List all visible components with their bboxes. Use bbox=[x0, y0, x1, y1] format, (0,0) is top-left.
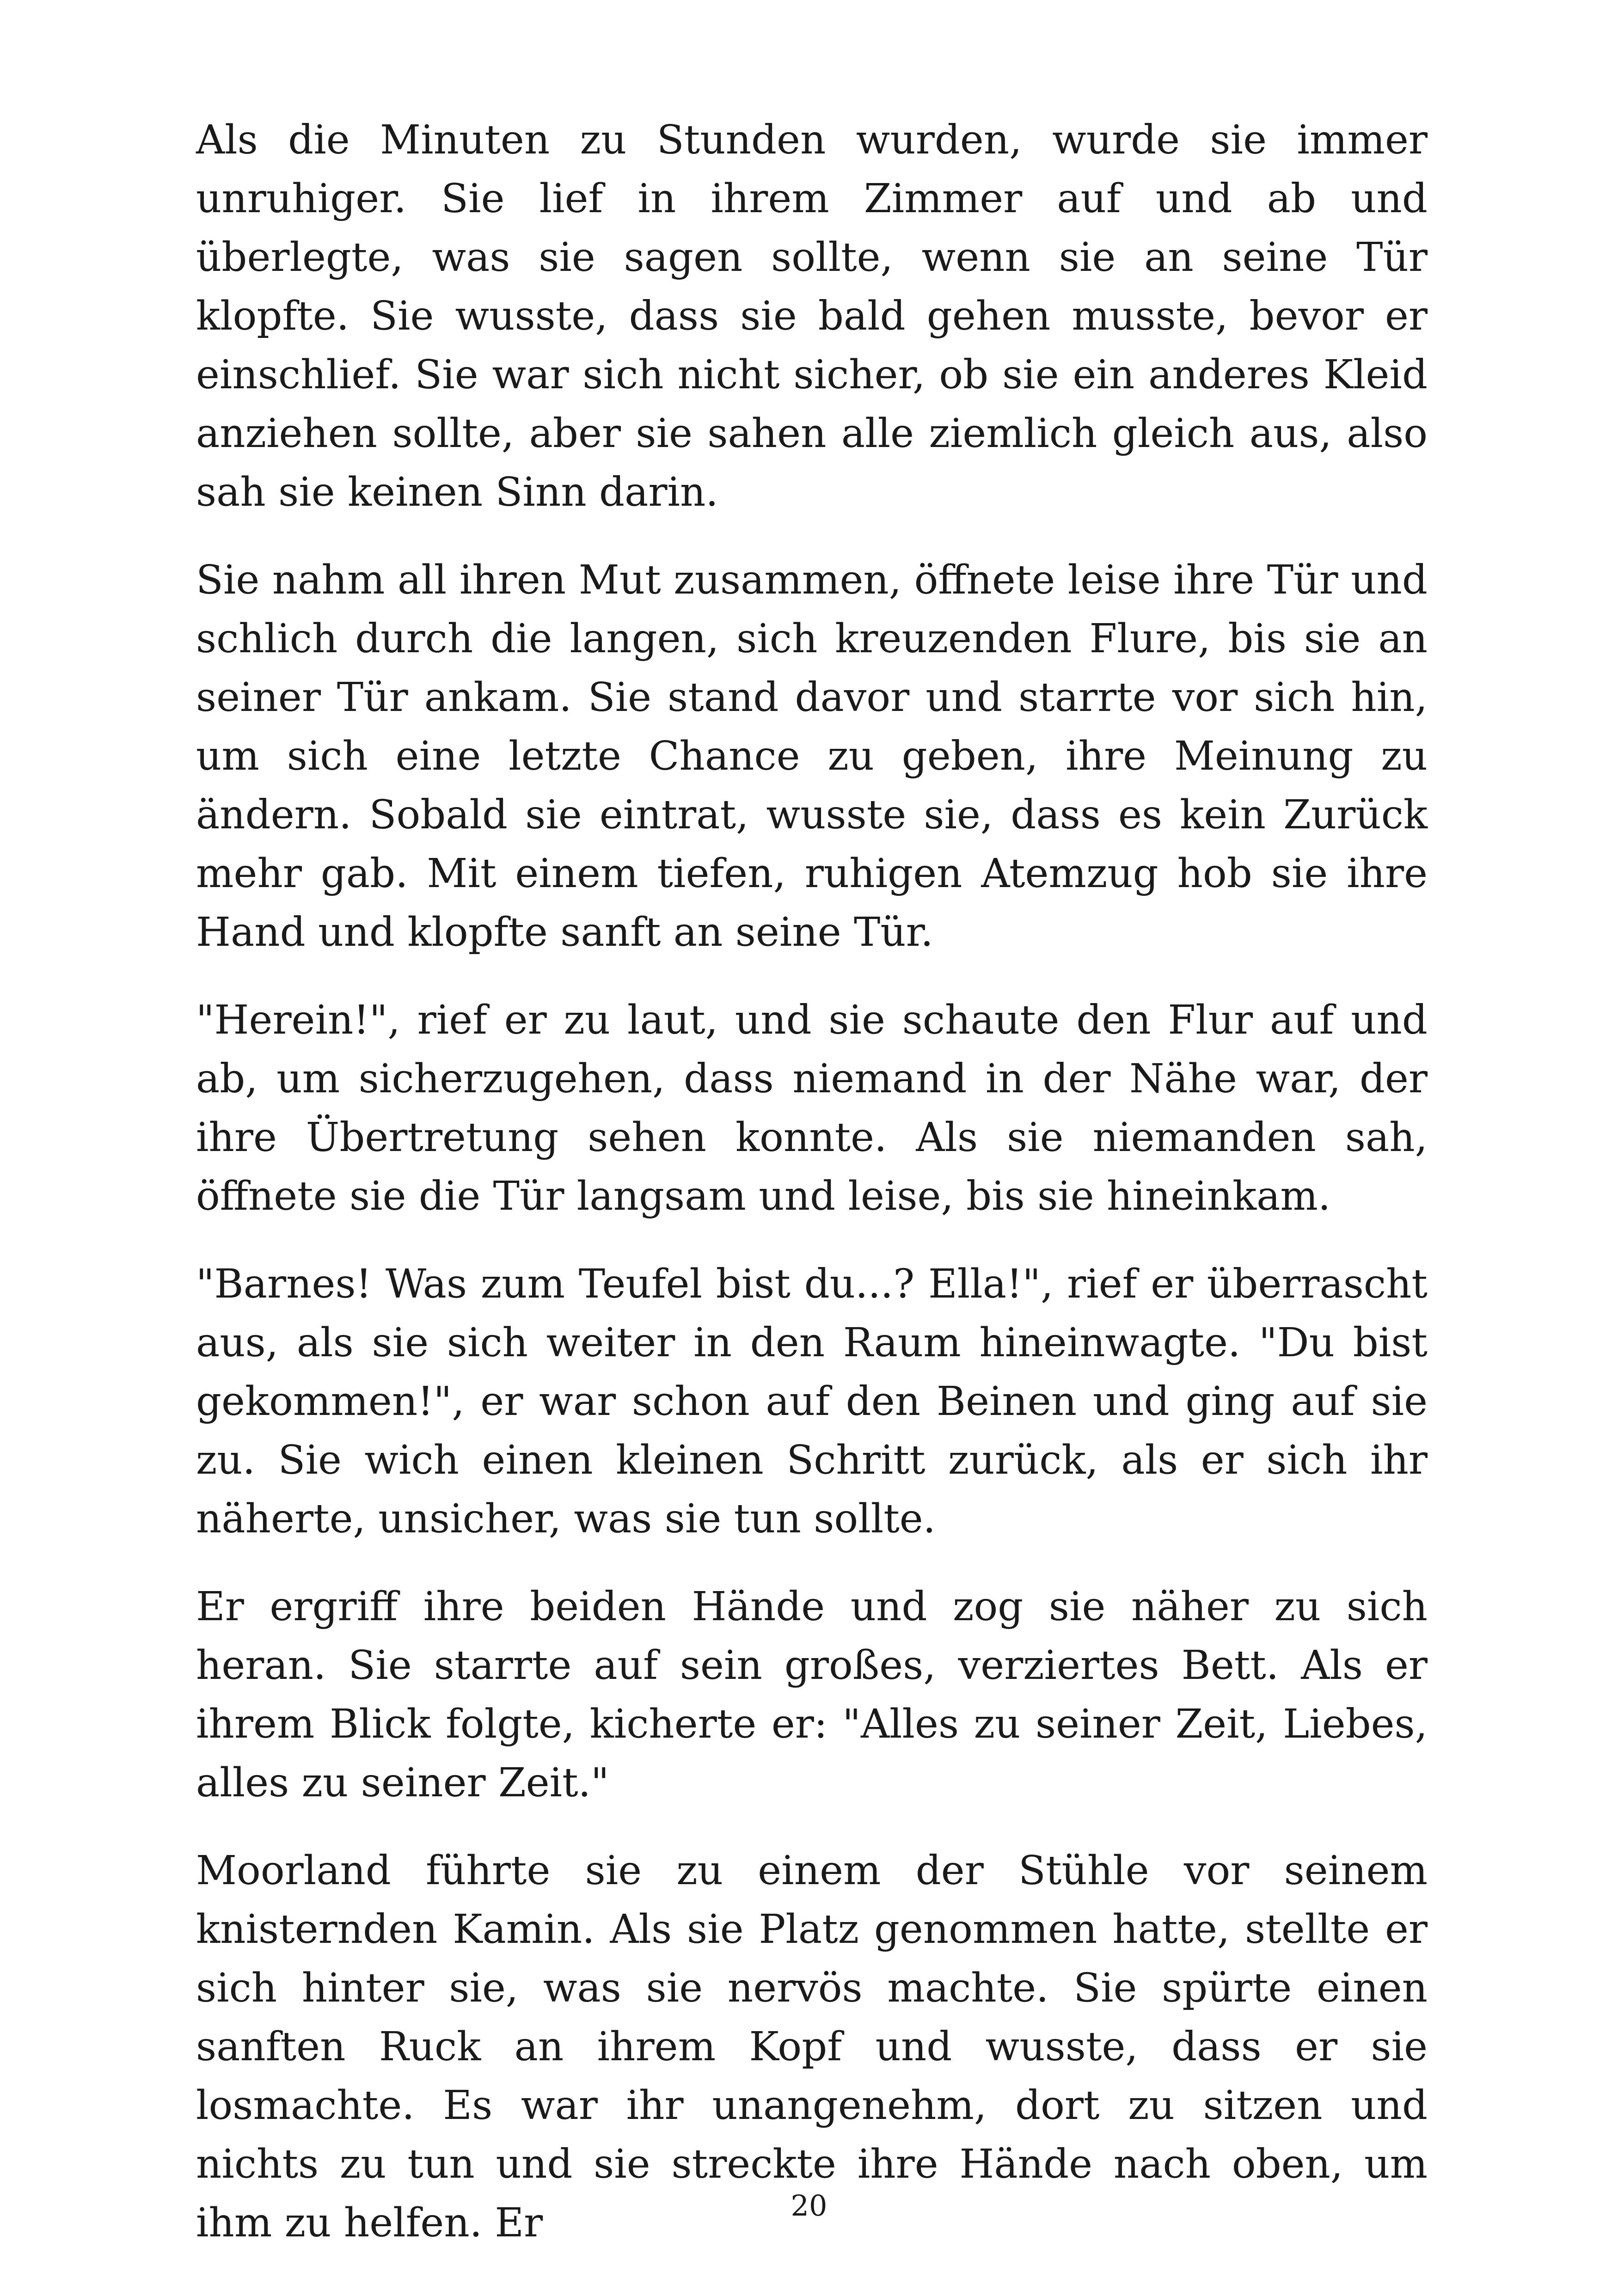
paragraph-3: "Herein!", rief er zu laut, und sie schaute den Flur auf und ab, um sicherzugehen, dass niemand in der Nähe war, der ihre Übertretung sehen konnte. Als sie niemanden sah, öffnete sie die Tür langsam und leise, bis sie hineinkam. bbox=[196, 997, 1428, 1219]
body-text bbox=[196, 111, 1428, 2253]
paragraph-6: Moorland führte sie zu einem der Stühle vor seinem knisternden Kamin. Als sie Platz genommen hatte, stellte er sich hinter sie, was sie nervös machte. Sie spürte einen sanften Ruck an ihrem Kopf und wusste, dass er sie losmachte. Es war ihr unangenehm, dort zu sitzen und nichts zu tun und sie streckte ihre Hände nach oben, um ihm zu helfen. Er bbox=[196, 1848, 1428, 2246]
paragraph-5: Er ergriff ihre beiden Hände und zog sie näher zu sich heran. Sie starrte auf sein großes, verziertes Bett. Als er ihrem Blick folgte, kicherte er: "Alles zu seiner Zeit, Liebes, alles zu seiner Zeit." bbox=[196, 1584, 1428, 1806]
page-number: 20 bbox=[791, 2189, 827, 2223]
paragraph-1: Als die Minuten zu Stunden wurden, wurde sie immer unruhiger. Sie lief in ihrem Zimmer auf und ab und überlegte, was sie sagen sollte, wenn sie an seine Tür klopfte. Sie wusste, dass sie bald gehen musste, bevor er einschlief. Sie war sich nicht sicher, ob sie ein anderes Kleid anziehen sollte, aber sie sahen alle ziemlich gleich aus, also sah sie keinen Sinn darin. bbox=[196, 117, 1428, 515]
paragraph-2: Sie nahm all ihren Mut zusammen, öffnete leise ihre Tür und schlich durch die langen, sich kreuzenden Flure, bis sie an seiner Tür ankam. Sie stand davor und starrte vor sich hin, um sich eine letzte Chance zu geben, ihre Meinung zu ändern. Sobald sie eintrat, wusste sie, dass es kein Zurück mehr gab. Mit einem tiefen, ruhigen Atemzug hob sie ihre Hand und klopfte sanft an seine Tür. bbox=[196, 557, 1428, 955]
paragraph-4: "Barnes! Was zum Teufel bist du...? Ella!", rief er überrascht aus, als sie sich weiter in den Raum hineinwagte. "Du bist gekommen!", er war schon auf den Beinen und ging auf sie zu. Sie wich einen kleinen Schritt zurück, als er sich ihr näherte, unsicher, was sie tun sollte. bbox=[196, 1261, 1428, 1542]
